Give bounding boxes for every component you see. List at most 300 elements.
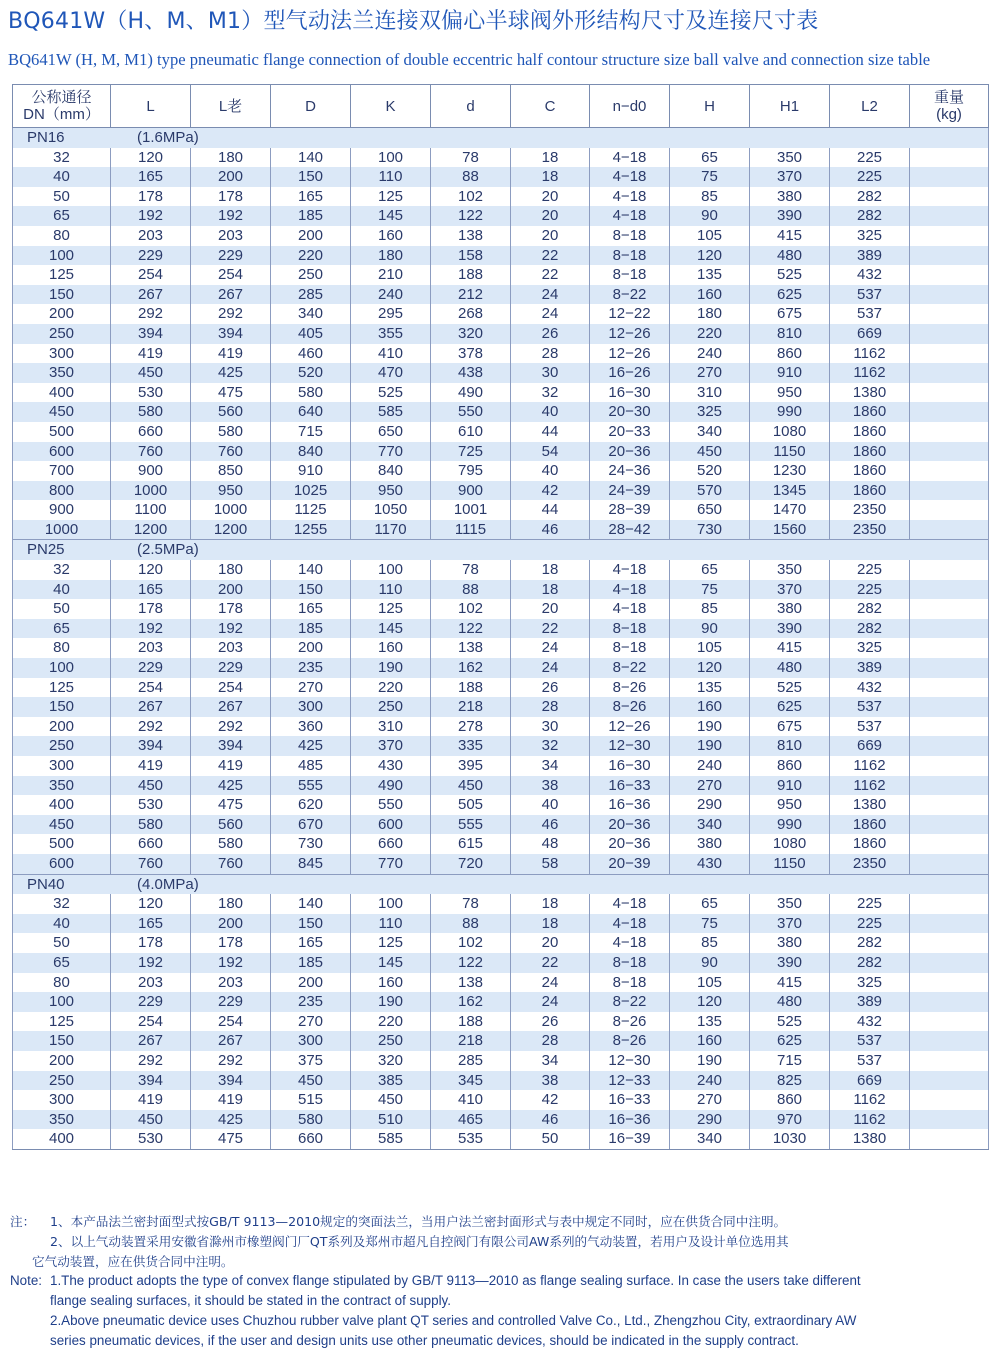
cell-H: 180 [670, 304, 750, 324]
cell-dn: 500 [13, 834, 111, 854]
cell-D: 715 [271, 422, 351, 442]
cell-d: 450 [431, 776, 511, 796]
cell-L-old: 394 [191, 736, 271, 756]
cell-L2: 282 [830, 599, 910, 619]
cell-L2: 225 [830, 914, 910, 934]
cell-L-old: 475 [191, 383, 271, 403]
cell-n-d0: 16−30 [590, 383, 670, 403]
cell-dn: 350 [13, 776, 111, 796]
cell-D: 405 [271, 324, 351, 344]
cell-dn: 100 [13, 992, 111, 1012]
note-en-1-text: 1.The product adopts the type of convex flange stipulated by GB/T 9113—2010 as flange sealing surface. In case the users take different [50, 1273, 861, 1289]
cell-C: 46 [511, 815, 590, 835]
cell-H1: 825 [750, 1071, 830, 1091]
cell-L: 580 [111, 815, 191, 835]
cell-L-old: 267 [191, 697, 271, 717]
cell-weight [910, 619, 989, 639]
cell-L2: 282 [830, 933, 910, 953]
table-row [13, 500, 989, 520]
cell-C: 42 [511, 481, 590, 501]
cell-C: 58 [511, 854, 590, 874]
cell-C: 44 [511, 500, 590, 520]
cell-L: 254 [111, 265, 191, 285]
cell-D: 460 [271, 344, 351, 364]
table-row [13, 599, 989, 619]
cell-C: 18 [511, 914, 590, 934]
cell-D: 730 [271, 834, 351, 854]
cell-weight [910, 1012, 989, 1032]
cell-n-d0: 8−22 [590, 658, 670, 678]
cell-C: 48 [511, 834, 590, 854]
table-row [13, 638, 989, 658]
section-pressure: (4.0MPa) [137, 875, 199, 893]
cell-n-d0: 12−26 [590, 717, 670, 737]
cell-L-old: 425 [191, 1110, 271, 1130]
cell-L-old: 580 [191, 834, 271, 854]
cell-D: 670 [271, 815, 351, 835]
cell-H: 730 [670, 520, 750, 540]
cell-K: 295 [351, 304, 431, 324]
cell-L-old: 419 [191, 756, 271, 776]
cell-H: 340 [670, 1129, 750, 1149]
cell-C: 34 [511, 756, 590, 776]
cell-H: 135 [670, 678, 750, 698]
cell-n-d0: 16−33 [590, 1090, 670, 1110]
cell-D: 235 [271, 658, 351, 678]
header-K: K [351, 85, 431, 128]
cell-H1: 370 [750, 914, 830, 934]
cell-H: 240 [670, 344, 750, 364]
table-row [13, 285, 989, 305]
cell-L2: 325 [830, 226, 910, 246]
cell-K: 600 [351, 815, 431, 835]
cell-weight [910, 1031, 989, 1051]
cell-L2: 537 [830, 1051, 910, 1071]
cell-d: 285 [431, 1051, 511, 1071]
cell-H: 240 [670, 1071, 750, 1091]
cell-n-d0: 4−18 [590, 560, 670, 580]
cell-L2: 432 [830, 1012, 910, 1032]
cell-H: 65 [670, 894, 750, 914]
cell-L-old: 203 [191, 226, 271, 246]
cell-K: 110 [351, 914, 431, 934]
cell-K: 100 [351, 560, 431, 580]
cell-n-d0: 28−39 [590, 500, 670, 520]
cell-n-d0: 16−30 [590, 756, 670, 776]
cell-weight [910, 285, 989, 305]
cell-L: 1200 [111, 520, 191, 540]
cell-L2: 669 [830, 736, 910, 756]
cell-H1: 370 [750, 167, 830, 187]
cell-C: 22 [511, 619, 590, 639]
cell-C: 18 [511, 580, 590, 600]
cell-d: 1115 [431, 520, 511, 540]
cell-C: 40 [511, 402, 590, 422]
cell-weight [910, 854, 989, 874]
table-row [13, 206, 989, 226]
cell-K: 145 [351, 953, 431, 973]
cell-L-old: 203 [191, 638, 271, 658]
table-row [13, 717, 989, 737]
cell-L2: 389 [830, 246, 910, 266]
cell-L-old: 560 [191, 815, 271, 835]
header-L2: L2 [830, 85, 910, 128]
header-L-old: L老 [191, 85, 271, 128]
cell-n-d0: 8−18 [590, 973, 670, 993]
cell-L: 203 [111, 226, 191, 246]
cell-H1: 1345 [750, 481, 830, 501]
cell-H: 105 [670, 638, 750, 658]
cell-L: 229 [111, 246, 191, 266]
cell-dn: 80 [13, 226, 111, 246]
cell-H1: 390 [750, 206, 830, 226]
cell-C: 38 [511, 1071, 590, 1091]
cell-n-d0: 12−26 [590, 324, 670, 344]
cell-dn: 450 [13, 402, 111, 422]
cell-D: 185 [271, 953, 351, 973]
cell-L: 419 [111, 344, 191, 364]
cell-H1: 990 [750, 402, 830, 422]
header-H1: H1 [750, 85, 830, 128]
cell-L2: 537 [830, 1031, 910, 1051]
cell-H1: 810 [750, 324, 830, 344]
cell-dn: 150 [13, 1031, 111, 1051]
cell-H1: 1560 [750, 520, 830, 540]
cell-H: 190 [670, 736, 750, 756]
cell-weight [910, 187, 989, 207]
cell-D: 425 [271, 736, 351, 756]
cell-C: 22 [511, 953, 590, 973]
cell-d: 122 [431, 619, 511, 639]
cell-n-d0: 12−26 [590, 344, 670, 364]
cell-L-old: 203 [191, 973, 271, 993]
cell-d: 188 [431, 265, 511, 285]
header-n-d0: n−d0 [590, 85, 670, 128]
dimension-table-container [12, 84, 988, 1150]
cell-d: 102 [431, 933, 511, 953]
table-row [13, 304, 989, 324]
cell-n-d0: 8−22 [590, 992, 670, 1012]
cell-D: 375 [271, 1051, 351, 1071]
cell-C: 38 [511, 776, 590, 796]
cell-L2: 1162 [830, 1090, 910, 1110]
cell-n-d0: 16−39 [590, 1129, 670, 1149]
cell-H: 75 [670, 580, 750, 600]
cell-n-d0: 4−18 [590, 914, 670, 934]
cell-L2: 1162 [830, 776, 910, 796]
cell-L-old: 394 [191, 1071, 271, 1091]
cell-weight [910, 973, 989, 993]
cell-d: 188 [431, 1012, 511, 1032]
cell-H: 270 [670, 776, 750, 796]
cell-L2: 1860 [830, 815, 910, 835]
cell-H: 270 [670, 1090, 750, 1110]
header-dn-en: DN（mm） [23, 106, 100, 123]
cell-dn: 250 [13, 736, 111, 756]
cell-dn: 50 [13, 187, 111, 207]
cell-L-old: 560 [191, 402, 271, 422]
table-row [13, 795, 989, 815]
cell-H1: 350 [750, 148, 830, 168]
cell-weight [910, 246, 989, 266]
cell-weight [910, 776, 989, 796]
cell-L: 165 [111, 914, 191, 934]
cell-H: 650 [670, 500, 750, 520]
cell-n-d0: 20−36 [590, 442, 670, 462]
table-row [13, 815, 989, 835]
cell-weight [910, 678, 989, 698]
table-row [13, 1012, 989, 1032]
cell-L2: 537 [830, 304, 910, 324]
cell-L: 267 [111, 285, 191, 305]
cell-D: 235 [271, 992, 351, 1012]
cell-L: 267 [111, 697, 191, 717]
cell-D: 270 [271, 678, 351, 698]
cell-dn: 800 [13, 481, 111, 501]
cell-L: 192 [111, 953, 191, 973]
cell-L: 1000 [111, 481, 191, 501]
cell-d: 378 [431, 344, 511, 364]
table-row [13, 1031, 989, 1051]
cell-L: 120 [111, 560, 191, 580]
cell-d: 438 [431, 363, 511, 383]
table-row [13, 1051, 989, 1071]
cell-weight [910, 697, 989, 717]
cell-H1: 350 [750, 894, 830, 914]
cell-H: 290 [670, 1110, 750, 1130]
cell-d: 795 [431, 461, 511, 481]
cell-D: 165 [271, 933, 351, 953]
cell-H: 340 [670, 422, 750, 442]
cell-weight [910, 461, 989, 481]
table-row [13, 383, 989, 403]
table-row [13, 933, 989, 953]
cell-D: 270 [271, 1012, 351, 1032]
cell-d: 720 [431, 854, 511, 874]
cell-H1: 625 [750, 697, 830, 717]
cell-H: 430 [670, 854, 750, 874]
cell-L2: 537 [830, 697, 910, 717]
cell-weight [910, 1129, 989, 1149]
cell-D: 660 [271, 1129, 351, 1149]
cell-C: 54 [511, 442, 590, 462]
cell-d: 555 [431, 815, 511, 835]
cell-K: 450 [351, 1090, 431, 1110]
cell-K: 100 [351, 894, 431, 914]
cell-K: 510 [351, 1110, 431, 1130]
cell-K: 355 [351, 324, 431, 344]
cell-H: 160 [670, 285, 750, 305]
cell-H: 220 [670, 324, 750, 344]
cell-K: 550 [351, 795, 431, 815]
cell-d: 610 [431, 422, 511, 442]
table-row [13, 1110, 989, 1130]
cell-L2: 1162 [830, 344, 910, 364]
cell-dn: 200 [13, 1051, 111, 1071]
cell-n-d0: 20−30 [590, 402, 670, 422]
cell-L: 254 [111, 1012, 191, 1032]
table-header-row [13, 85, 989, 128]
cell-L-old: 229 [191, 658, 271, 678]
cell-H1: 810 [750, 736, 830, 756]
cell-C: 24 [511, 973, 590, 993]
page-title-english: BQ641W (H, M, M1) type pneumatic flange connection of double eccentric half contour structure size ball valve and connection size table [8, 50, 931, 69]
cell-H1: 910 [750, 363, 830, 383]
cell-d: 320 [431, 324, 511, 344]
cell-dn: 125 [13, 1012, 111, 1032]
cell-n-d0: 8−18 [590, 638, 670, 658]
cell-n-d0: 24−36 [590, 461, 670, 481]
cell-L: 1100 [111, 500, 191, 520]
cell-H: 570 [670, 481, 750, 501]
cell-C: 24 [511, 304, 590, 324]
note-en-label: Note: [10, 1273, 43, 1289]
cell-dn: 700 [13, 461, 111, 481]
table-row [13, 953, 989, 973]
cell-weight [910, 304, 989, 324]
cell-dn: 350 [13, 363, 111, 383]
table-row [13, 834, 989, 854]
cell-d: 218 [431, 697, 511, 717]
cell-dn: 32 [13, 894, 111, 914]
cell-C: 44 [511, 422, 590, 442]
cell-L2: 432 [830, 678, 910, 698]
cell-C: 24 [511, 285, 590, 305]
cell-d: 78 [431, 894, 511, 914]
cell-K: 125 [351, 187, 431, 207]
cell-L2: 2350 [830, 520, 910, 540]
cell-dn: 350 [13, 1110, 111, 1130]
cell-L-old: 180 [191, 148, 271, 168]
cell-D: 300 [271, 1031, 351, 1051]
cell-C: 32 [511, 736, 590, 756]
cell-K: 180 [351, 246, 431, 266]
cell-C: 26 [511, 678, 590, 698]
cell-L2: 225 [830, 148, 910, 168]
cell-H1: 525 [750, 678, 830, 698]
cell-H: 160 [670, 1031, 750, 1051]
cell-D: 520 [271, 363, 351, 383]
cell-H1: 1230 [750, 461, 830, 481]
cell-K: 160 [351, 226, 431, 246]
table-row [13, 363, 989, 383]
cell-dn: 250 [13, 1071, 111, 1091]
cell-dn: 250 [13, 324, 111, 344]
cell-K: 250 [351, 697, 431, 717]
cell-d: 900 [431, 481, 511, 501]
cell-L-old: 254 [191, 1012, 271, 1032]
cell-n-d0: 16−36 [590, 1110, 670, 1130]
cell-weight [910, 953, 989, 973]
cell-L-old: 850 [191, 461, 271, 481]
cell-L2: 1162 [830, 363, 910, 383]
cell-weight [910, 422, 989, 442]
cell-dn: 900 [13, 500, 111, 520]
cell-K: 100 [351, 148, 431, 168]
cell-d: 158 [431, 246, 511, 266]
cell-K: 1050 [351, 500, 431, 520]
table-row [13, 658, 989, 678]
cell-L2: 2350 [830, 500, 910, 520]
cell-L-old: 267 [191, 285, 271, 305]
cell-n-d0: 8−26 [590, 1031, 670, 1051]
cell-K: 190 [351, 658, 431, 678]
cell-H: 450 [670, 442, 750, 462]
cell-weight [910, 402, 989, 422]
cell-L-old: 254 [191, 265, 271, 285]
cell-L2: 1860 [830, 461, 910, 481]
cell-H1: 970 [750, 1110, 830, 1130]
cell-H: 190 [670, 1051, 750, 1071]
section-name: PN16 [27, 129, 65, 146]
cell-C: 18 [511, 560, 590, 580]
cell-L: 394 [111, 736, 191, 756]
cell-weight [910, 265, 989, 285]
note-cn-label: 注： [10, 1214, 36, 1229]
cell-n-d0: 8−26 [590, 1012, 670, 1032]
cell-L2: 225 [830, 167, 910, 187]
section-pressure: (1.6MPa) [137, 129, 199, 146]
cell-C: 34 [511, 1051, 590, 1071]
cell-H: 105 [670, 226, 750, 246]
cell-dn: 100 [13, 658, 111, 678]
cell-L: 178 [111, 187, 191, 207]
cell-L2: 225 [830, 580, 910, 600]
cell-weight [910, 914, 989, 934]
cell-D: 285 [271, 285, 351, 305]
header-C: C [511, 85, 590, 128]
cell-d: 218 [431, 1031, 511, 1051]
cell-weight [910, 736, 989, 756]
cell-K: 310 [351, 717, 431, 737]
cell-n-d0: 4−18 [590, 206, 670, 226]
header-weight-unit: (kg) [936, 106, 962, 123]
cell-H1: 1030 [750, 1129, 830, 1149]
cell-L: 450 [111, 363, 191, 383]
cell-n-d0: 24−39 [590, 481, 670, 501]
cell-H1: 415 [750, 638, 830, 658]
cell-n-d0: 8−22 [590, 285, 670, 305]
header-d: d [431, 85, 511, 128]
cell-d: 162 [431, 992, 511, 1012]
cell-C: 42 [511, 1090, 590, 1110]
section-pressure: (2.5MPa) [137, 541, 199, 559]
cell-H1: 990 [750, 815, 830, 835]
cell-L-old: 419 [191, 1090, 271, 1110]
table-row [13, 697, 989, 717]
cell-n-d0: 4−18 [590, 894, 670, 914]
cell-H: 325 [670, 402, 750, 422]
cell-D: 580 [271, 1110, 351, 1130]
cell-C: 46 [511, 1110, 590, 1130]
cell-d: 278 [431, 717, 511, 737]
cell-H: 65 [670, 148, 750, 168]
table-row [13, 678, 989, 698]
cell-weight [910, 580, 989, 600]
cell-L: 419 [111, 756, 191, 776]
cell-H: 240 [670, 756, 750, 776]
cell-H: 90 [670, 619, 750, 639]
cell-d: 335 [431, 736, 511, 756]
cell-dn: 32 [13, 560, 111, 580]
cell-C: 26 [511, 324, 590, 344]
cell-d: 88 [431, 914, 511, 934]
cell-L-old: 192 [191, 206, 271, 226]
cell-C: 22 [511, 246, 590, 266]
table-row [13, 226, 989, 246]
table-row [13, 1090, 989, 1110]
cell-H: 105 [670, 973, 750, 993]
